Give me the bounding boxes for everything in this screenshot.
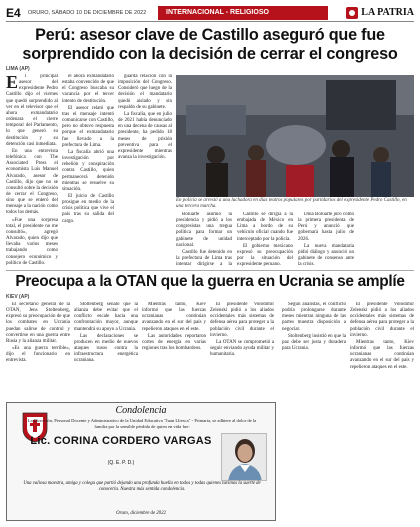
paragraph: «Es una guerra terrible», dijo el funcionario en entrevista. <box>6 346 70 364</box>
story1-column-2 <box>62 74 114 266</box>
portrait-illustration <box>222 434 267 481</box>
story2-column-2 <box>74 302 138 398</box>
paragraph: El presidente Volodímir Zelenski pidió a los aliados occidentales más sistemas de defensa aérea para proteger a la población civil durante el invierno. <box>210 302 274 338</box>
story2-column-5 <box>282 302 346 521</box>
paragraph: La fiscalía, que en julio de 2021 había denunciado en una decena de causas al presidente, ha pedido 18 meses de prisión preventiva para el expresidente mientras avanza la investigación. <box>118 111 172 161</box>
rest-in-peace-note: (Q. E. P. D.) <box>107 460 135 466</box>
page-header <box>6 4 414 22</box>
protest-photo-illustration <box>176 75 414 197</box>
paragraph: El secretario general de la OTAN, Jens Stoltenberg, expresó su preocupación de que los combates en Ucrania puedan salirse de control y convertirse en una guerra entre Rusia y la alianza militar. <box>6 302 70 344</box>
story1-column-5 <box>237 212 293 268</box>
story2-column-4 <box>210 302 274 398</box>
paragraph: «Fue una sorpresa total, el presidente no me consultó», agregó Alvarado, quien dijo que llevaba varios meses trabajando como consejero económico y político de Castillo. <box>6 217 58 266</box>
newspaper-logo <box>346 7 414 19</box>
story1-headline: Perú: asesor clave de Castillo aseguró que fue sorprendido con la decisión de cerrar el congreso <box>22 26 398 63</box>
condolence-organization: La Dirección, Personal Docente y Administrativo de la Unidad Educativa "Juan Lliesca" - Primaria, se adhiere al dolor de la familia por la sensible pérdida de quien en vida fue: <box>27 418 257 429</box>
page-date: ORURO, SÁBADO 10 DE DICIEMBRE DE 2022 <box>28 9 147 16</box>
paragraph: Stoltenberg señaló que la alianza debe evitar que el conflicto escale hacia una confrontación mayor, aunque mantendrá su apoyo a Ucrania. <box>74 302 138 332</box>
paragraph: guarda relación con la imposición del Congreso. Consideró que luego de la decisión el mandatario quedó aislado y sin respaldo de su gabinete. <box>118 74 172 110</box>
condolence-place-date: Oruro, diciembre de 2022 <box>116 511 166 516</box>
paragraph: el ahora exmandatario estaba convencido de que el Congreso buscaba su vacancia por el tercer intento de destitución. <box>62 74 114 104</box>
protest-photo <box>176 75 414 197</box>
paragraph: Castillo fue detenido en la prefectura de Lima tras intentar dirigirse a la <box>176 249 232 268</box>
condolence-box <box>6 402 276 521</box>
paragraph: Castillo se dirigía a la embajada de México en Lima a bordo de su vehículo oficial cuando fue interceptado por la policía. <box>237 212 293 242</box>
paragraph: l principal asesor del expresidente Pedro Castillo dijo el viernes que quedó sorprendido al ver en el televisor que el ahora exmandatario ordenara el cierre temporal del Parlamento, lo que generó su destitución y su detención casi inmediata. <box>6 74 58 147</box>
logo-icon <box>346 7 358 19</box>
logo-text: LA PATRIA <box>361 7 414 18</box>
condolence-title: Condolencia <box>115 405 167 416</box>
paragraph: El asesor relató que tras el mensaje intentó comunicarse con Castillo, pero no obtuvo respuesta porque el exmandatario fue llevado a la prefectura de Lima. <box>62 105 114 148</box>
story2-byline: KIEV (AP) <box>6 294 30 300</box>
paragraph: El juicio de Castillo prosigue en medio de la crisis política que vive el país tras su salida del cargo. <box>62 193 114 224</box>
paragraph: Stoltenberg insistió en que la paz debe ser justa y duradera para Ucrania. <box>282 333 346 352</box>
story1-column-6 <box>298 212 354 268</box>
paragraph: El gobierno mexicano expresó su preocupación por la situación del expresidente peruano. <box>237 243 293 268</box>
condolence-message: Una valiosa maestra, amiga y colega que partió dejando una profunda huella en todos y todas quienes tuvimos la suerte de conocerla. Nuestra más sentida condolencia. <box>23 481 261 492</box>
paragraph: Las declaraciones se producen en medio de nuevos ataques rusos contra la infraestructura energética ucraniana. <box>74 333 138 364</box>
deceased-name: Lic. CORINA CORDERO VARGAS <box>30 435 212 447</box>
story1-column-3 <box>118 74 172 266</box>
paragraph: Mientras tanto, Kiev informó que las fuerzas ucranianas continúan avanzando en el sur del país y repelieron ataques en el este. <box>350 339 414 370</box>
story1-column-1 <box>6 74 58 266</box>
paragraph: En una entrevista telefónica con The Associated Press el economista Luis Manuel Alvarado, asesor de Castillo, dijo que no se consultó sobre la decisión de cerrar el Congreso, sino que se enteró del mensaje a la nación como todos los demás. <box>6 148 58 216</box>
paragraph: Según analistas, el conflicto podría prolongarse durante meses mientras ninguna de las partes muestra disposición a negociar. <box>282 302 346 332</box>
deceased-portrait <box>221 433 267 481</box>
story2-column-3 <box>142 302 206 398</box>
story1-byline: LIMA (AP) <box>6 66 30 72</box>
paragraph: Las autoridades reportaron cortes de energía en varias regiones tras los bombardeos. <box>142 333 206 352</box>
paragraph: La fiscalía abrió una investigación por rebelión y conspiración contra Castillo, quien permanecerá detenido mientras se resuelve su situación. <box>62 149 114 192</box>
photo-caption: En policía se arrestó a una luchadora en días teatros populares por partidarios del expresidente Pedro Castillo, en una tercera marcha. <box>176 198 407 209</box>
paragraph: Boluarte asumió la presidencia y pidió a los congresistas una tregua política para formar un gabinete de unidad nacional. <box>176 212 232 248</box>
section-banner: INTERNACIONAL - RELIGIOSO <box>158 6 328 20</box>
paragraph: La nueva mandataria pidió diálogo y anunció un gabinete de consenso ante la crisis. <box>298 243 354 268</box>
drop-cap: E <box>6 74 19 92</box>
story1-column-4 <box>176 212 232 268</box>
paragraph: Mientras tanto, Kiev informó que las fuerzas ucranianas continúan avanzando en el sur del país y repelieron ataques en el este. <box>142 302 206 332</box>
paragraph: La OTAN se comprometió a seguir enviando ayuda militar y humanitaria. <box>210 339 274 358</box>
paragraph: Dina Boluarte juró como la primera presidenta de Perú y anunció que gobernará hasta julio de 2026. <box>298 212 354 242</box>
page-number: E4 <box>6 5 21 20</box>
story2-column-1 <box>6 302 70 398</box>
story2-column-6 <box>350 302 414 521</box>
story2-headline: Preocupa a la OTAN que la guerra en Ucrania se amplíe <box>6 270 414 291</box>
paragraph: El presidente Volodímir Zelenski pidió a los aliados occidentales más sistemas de defensa aérea para proteger a la población civil durante el invierno. <box>350 302 414 338</box>
